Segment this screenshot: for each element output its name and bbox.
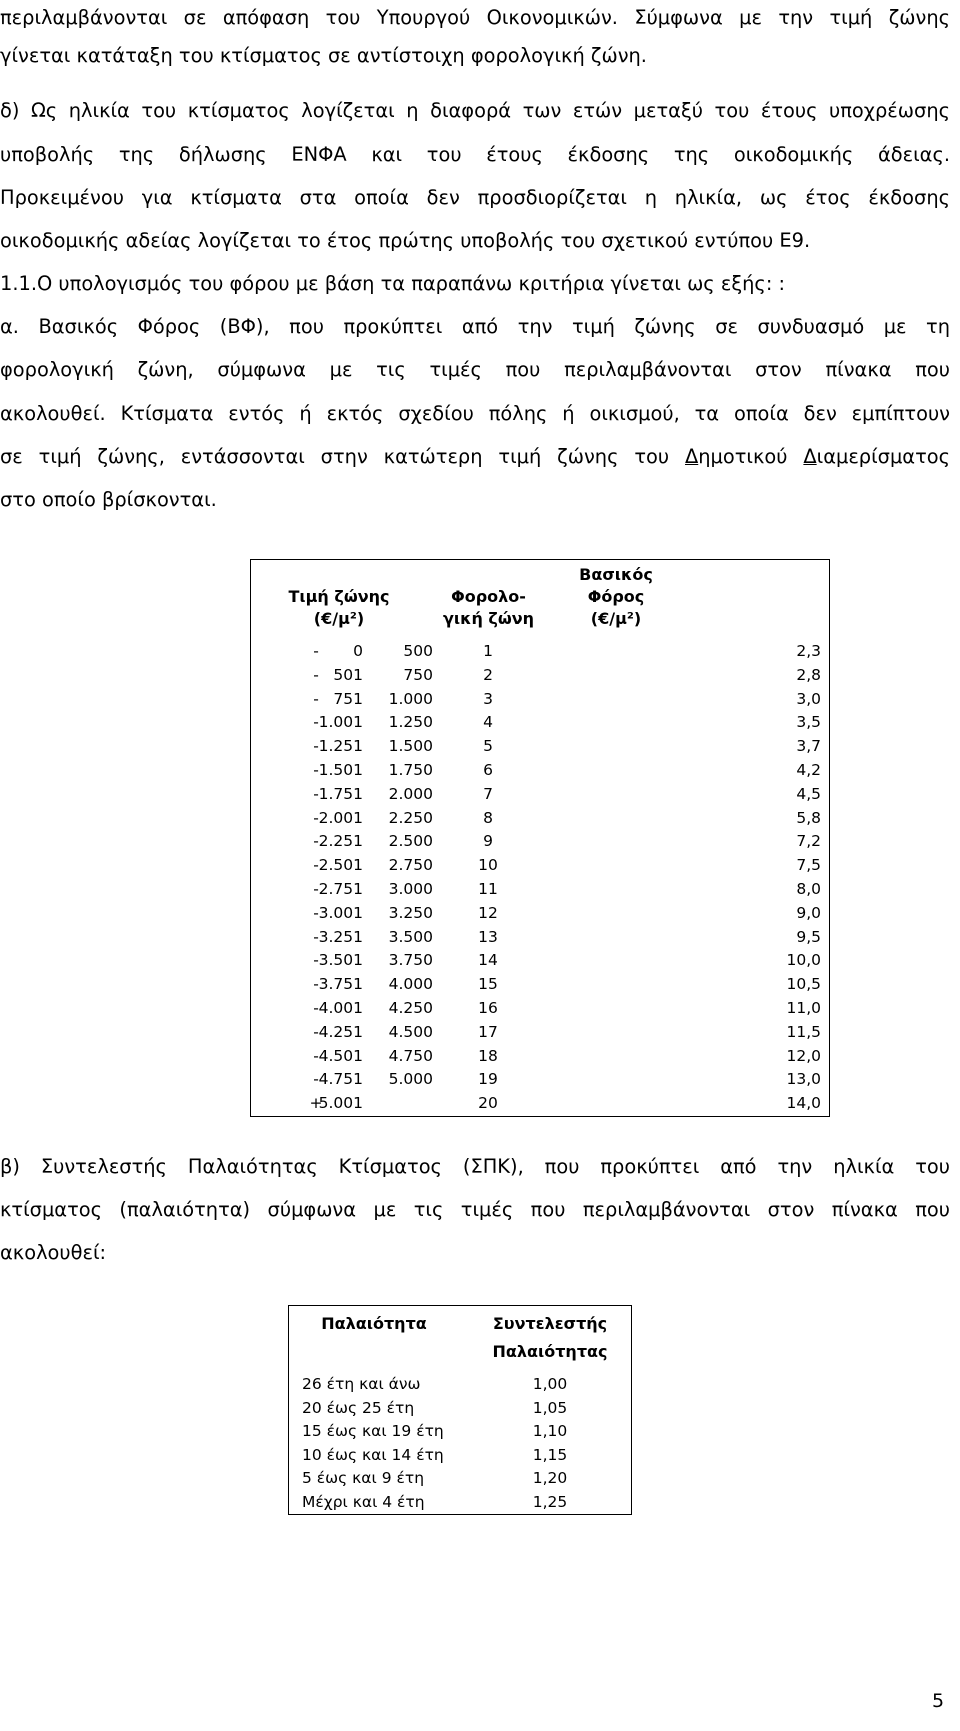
cell-tax-zone: 1 <box>483 642 493 660</box>
cell-tax-zone: 11 <box>478 879 498 898</box>
cell-separator: - <box>313 832 319 851</box>
text-line: περιλαμβάνονται σε απόφαση του Υπουργού Οικονομικών. Σύμφωνα με την τιμή ζώνης <box>0 6 950 29</box>
table-row <box>251 830 829 854</box>
cell-price-from: 4.251 <box>318 1022 363 1041</box>
cell-base-tax: 2,8 <box>796 665 821 684</box>
underlined-letter: Δ <box>803 445 817 468</box>
table-body <box>251 640 829 1116</box>
cell-base-tax: 11,5 <box>786 1022 821 1041</box>
table-row <box>251 1045 829 1069</box>
age-coefficient-table <box>288 1305 632 1515</box>
table-row <box>251 664 829 688</box>
base-tax-table <box>250 559 830 1117</box>
cell-price-from: 1.751 <box>318 784 363 803</box>
cell-separator: - <box>313 903 319 922</box>
header-unit: (€/μ²) <box>590 609 642 628</box>
cell-separator: - <box>313 1070 319 1089</box>
table-row <box>251 854 829 878</box>
cell-base-tax: 2,3 <box>796 642 821 660</box>
table-header <box>289 1306 631 1373</box>
header-label: Συντελεστής <box>492 1314 608 1333</box>
cell-price-from: 4.001 <box>318 998 363 1017</box>
text-segment: ημοτικού <box>698 445 804 468</box>
cell-price-to: 4.750 <box>388 1046 433 1065</box>
text-line: ακολουθεί: <box>0 1241 107 1264</box>
cell-base-tax: 3,0 <box>796 689 821 708</box>
cell-tax-zone: 16 <box>478 998 498 1017</box>
cell-price-to: 2.250 <box>388 808 433 827</box>
cell-tax-zone: 19 <box>478 1070 498 1089</box>
table-row <box>289 1467 631 1491</box>
table-row <box>251 711 829 735</box>
cell-price-from: 0 <box>353 642 363 660</box>
table-row <box>251 973 829 997</box>
cell-separator: - <box>313 784 319 803</box>
cell-tax-zone: 20 <box>478 1094 498 1113</box>
cell-price-to: 4.250 <box>388 998 433 1017</box>
cell-coefficient: 1,25 <box>532 1492 568 1511</box>
cell-price-to: 3.500 <box>388 927 433 946</box>
table-row <box>251 759 829 783</box>
cell-base-tax: 11,0 <box>786 998 821 1017</box>
header-label: Φορολο- <box>451 587 526 606</box>
table-row <box>251 997 829 1021</box>
cell-separator: - <box>313 760 319 779</box>
cell-price-from: 1.251 <box>318 737 363 756</box>
text-line: β) Συντελεστής Παλαιότητας Κτίσματος (ΣΠΚ), που προκύπτει από την ηλικία του <box>0 1155 950 1178</box>
cell-price-from: 3.751 <box>318 975 363 994</box>
cell-price-from: 1.501 <box>318 760 363 779</box>
cell-price-from: 3.001 <box>318 903 363 922</box>
cell-separator: - <box>313 856 319 875</box>
table-row <box>289 1420 631 1444</box>
cell-base-tax: 8,0 <box>796 879 821 898</box>
text-line: ακολουθεί. Κτίσματα εντός ή εκτός σχεδίου πόλης ή οικισμού, τα οποία δεν εμπίπτουν <box>0 402 950 425</box>
cell-separator: - <box>313 713 319 732</box>
cell-price-to: 2.000 <box>388 784 433 803</box>
cell-price-to: 3.250 <box>388 903 433 922</box>
cell-separator: - <box>313 737 319 756</box>
cell-tax-zone: 10 <box>478 856 498 875</box>
table-row <box>251 1021 829 1045</box>
cell-tax-zone: 2 <box>483 665 493 684</box>
table-header <box>251 560 829 640</box>
header-zone-price <box>259 586 419 630</box>
cell-price-from: 501 <box>333 665 363 684</box>
cell-price-to: 2.500 <box>388 832 433 851</box>
cell-coefficient: 1,20 <box>532 1469 568 1487</box>
cell-price-from: 3.501 <box>318 951 363 970</box>
cell-tax-zone: 15 <box>478 975 498 994</box>
table-row <box>251 1068 829 1092</box>
cell-base-tax: 9,0 <box>796 903 821 922</box>
cell-base-tax: 13,0 <box>786 1070 821 1089</box>
cell-price-from: 4.751 <box>318 1070 363 1089</box>
cell-tax-zone: 5 <box>483 737 493 756</box>
cell-age: 20 έως 25 έτη <box>302 1398 415 1417</box>
cell-price-to: 1.000 <box>388 689 433 708</box>
cell-price-to: 3.750 <box>388 951 433 970</box>
cell-coefficient: 1,10 <box>532 1422 568 1440</box>
text-line: στο οποίο βρίσκονται. <box>0 488 217 511</box>
underlined-letter: Δ <box>684 445 699 468</box>
cell-base-tax: 7,2 <box>796 832 821 851</box>
table-body <box>289 1373 631 1514</box>
cell-price-from: 2.501 <box>318 856 363 875</box>
text-line: υποβολής της δήλωσης ΕΝΦΑ και του έτους έκδοσης της οικοδομικής άδειας. <box>0 143 950 166</box>
cell-base-tax: 5,8 <box>796 808 821 827</box>
cell-tax-zone: 4 <box>483 713 493 732</box>
cell-price-to: 1.750 <box>388 760 433 779</box>
cell-base-tax: 10,5 <box>786 975 821 994</box>
table-row <box>251 1092 829 1116</box>
cell-price-from: 1.001 <box>318 713 363 732</box>
cell-tax-zone: 6 <box>483 760 493 779</box>
cell-tax-zone: 14 <box>478 951 498 970</box>
text-line: γίνεται κατάταξη του κτίσματος σε αντίστοιχη φορολογική ζώνη. <box>0 44 647 67</box>
cell-price-from: 2.251 <box>318 832 363 851</box>
cell-separator: - <box>313 689 319 708</box>
table-row <box>251 902 829 926</box>
cell-base-tax: 14,0 <box>786 1094 821 1113</box>
table-row <box>251 783 829 807</box>
text-line: φορολογική ζώνη, σύμφωνα με τις τιμές που περιλαμβάνονται στον πίνακα που <box>0 358 950 381</box>
text-line: δ) Ως ηλικία του κτίσματος λογίζεται η διαφορά των ετών μεταξύ του έτους υποχρέωσης <box>0 99 950 122</box>
text-line: α. Βασικός Φόρος (ΒΦ), που προκύπτει από την τιμή ζώνης σε συνδυασμό με τη <box>0 315 950 338</box>
cell-tax-zone: 3 <box>483 689 493 708</box>
cell-price-to: 4.000 <box>388 975 433 994</box>
table-row <box>289 1397 631 1421</box>
header-unit: (€/μ²) <box>313 609 365 628</box>
cell-price-from: 5.001 <box>318 1094 363 1113</box>
cell-age: 10 έως και 14 έτη <box>302 1445 444 1464</box>
cell-separator: - <box>313 665 319 684</box>
cell-price-from: 4.501 <box>318 1046 363 1065</box>
cell-separator: + <box>309 1094 323 1113</box>
cell-tax-zone: 7 <box>483 784 493 803</box>
cell-price-to: 1.500 <box>388 737 433 756</box>
header-label: γική ζώνη <box>442 609 535 628</box>
cell-age: 15 έως και 19 έτη <box>302 1422 444 1440</box>
cell-age: 5 έως και 9 έτη <box>302 1469 425 1487</box>
table-row <box>251 878 829 902</box>
text-segment: σε τιμή ζώνης, εντάσσονται στην κατώτερη τιμή ζώνης του <box>0 445 685 468</box>
header-age: Παλαιότητα <box>321 1314 427 1333</box>
page-number: 5 <box>932 1690 945 1712</box>
cell-tax-zone: 9 <box>483 832 493 851</box>
cell-base-tax: 4,2 <box>796 760 821 779</box>
cell-separator: - <box>313 998 319 1017</box>
header-coefficient <box>477 1310 623 1366</box>
cell-price-from: 751 <box>333 689 363 708</box>
cell-price-to: 4.500 <box>388 1022 433 1041</box>
header-label: Τιμή ζώνης <box>288 587 390 606</box>
cell-tax-zone: 13 <box>478 927 498 946</box>
header-label: Φόρος <box>587 587 645 606</box>
table-row <box>289 1373 631 1397</box>
cell-separator: - <box>313 927 319 946</box>
cell-price-to: 1.250 <box>388 713 433 732</box>
cell-age: Μέχρι και 4 έτη <box>302 1492 425 1511</box>
header-label: Παλαιότητας <box>492 1342 608 1361</box>
header-label: Βασικός <box>579 565 653 584</box>
table-row <box>289 1491 631 1515</box>
cell-separator: - <box>313 1046 319 1065</box>
cell-base-tax: 4,5 <box>796 784 821 803</box>
cell-price-to: 500 <box>403 642 433 660</box>
cell-tax-zone: 12 <box>478 903 498 922</box>
cell-price-from: 2.751 <box>318 879 363 898</box>
cell-base-tax: 3,5 <box>796 713 821 732</box>
cell-base-tax: 7,5 <box>796 856 821 875</box>
cell-price-to: 750 <box>403 665 433 684</box>
cell-coefficient: 1,05 <box>532 1398 568 1417</box>
cell-age: 26 έτη και άνω <box>302 1375 421 1393</box>
table-row <box>251 688 829 712</box>
cell-tax-zone: 8 <box>483 808 493 827</box>
table-row <box>251 949 829 973</box>
cell-separator: - <box>313 879 319 898</box>
cell-price-from: 3.251 <box>318 927 363 946</box>
table-row <box>251 926 829 950</box>
cell-price-to: 2.750 <box>388 856 433 875</box>
cell-price-from: 2.001 <box>318 808 363 827</box>
cell-separator: - <box>313 975 319 994</box>
cell-price-to: 5.000 <box>388 1070 433 1089</box>
cell-separator: - <box>313 642 319 660</box>
section-heading: 1.1.Ο υπολογισμός του φόρου με βάση τα παραπάνω κριτήρια γίνεται ως εξής: : <box>0 272 786 295</box>
cell-separator: - <box>313 808 319 827</box>
cell-base-tax: 10,0 <box>786 951 821 970</box>
cell-base-tax: 9,5 <box>796 927 821 946</box>
text-line: Προκειμένου για κτίσματα στα οποία δεν προσδιορίζεται η ηλικία, ως έτος έκδοσης <box>0 186 950 209</box>
table-row <box>251 807 829 831</box>
cell-base-tax: 12,0 <box>786 1046 821 1065</box>
cell-separator: - <box>313 951 319 970</box>
cell-coefficient: 1,00 <box>532 1375 568 1393</box>
table-row <box>289 1444 631 1468</box>
text-line <box>0 445 950 469</box>
cell-price-to: 3.000 <box>388 879 433 898</box>
text-segment: ιαμερίσματος <box>816 445 950 468</box>
cell-separator: - <box>313 1022 319 1041</box>
cell-tax-zone: 17 <box>478 1022 498 1041</box>
table-row <box>251 640 829 664</box>
cell-coefficient: 1,15 <box>532 1445 568 1464</box>
header-base-tax <box>551 564 681 630</box>
text-line: οικοδομικής αδείας λογίζεται το έτος πρώτης υποβολής του σχετικού εντύπου Ε9. <box>0 229 811 252</box>
text-line: κτίσματος (παλαιότητα) σύμφωνα με τις τιμές που περιλαμβάνονται στον πίνακα που <box>0 1198 950 1221</box>
header-tax-zone <box>436 586 541 630</box>
cell-base-tax: 3,7 <box>796 737 821 756</box>
cell-tax-zone: 18 <box>478 1046 498 1065</box>
table-row <box>251 735 829 759</box>
